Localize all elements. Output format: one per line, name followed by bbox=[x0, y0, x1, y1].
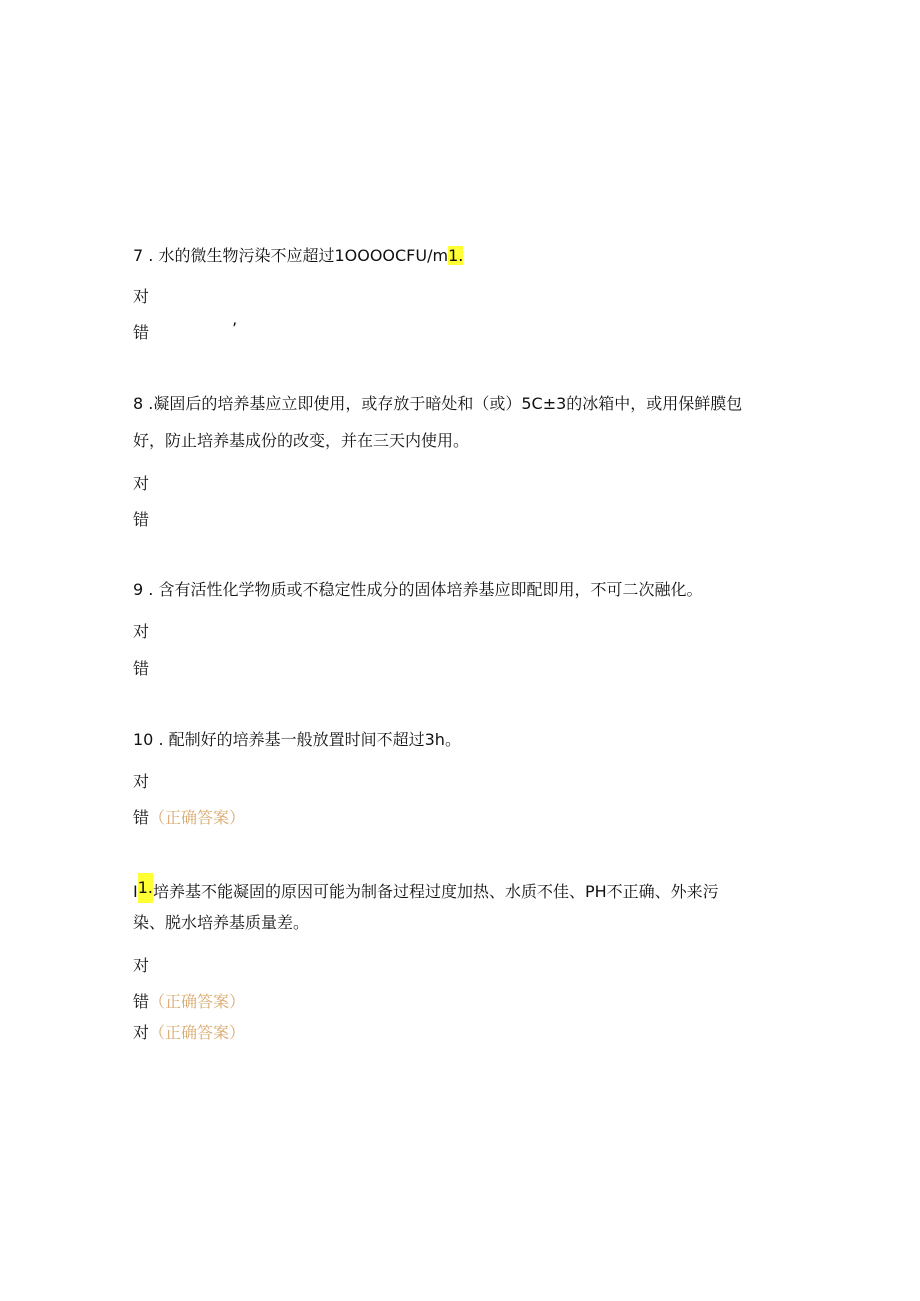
question-11-text-line2 bbox=[133, 912, 309, 934]
question-9-text bbox=[133, 579, 702, 601]
option-true[interactable] bbox=[133, 1022, 245, 1044]
option-label: 错 bbox=[133, 992, 150, 1011]
option-label: 错 bbox=[133, 323, 150, 342]
option-label: 错 bbox=[133, 659, 150, 678]
option-true[interactable] bbox=[133, 473, 149, 495]
question-body: . 水的微生物污染不应超过1OOOOCFU/m bbox=[143, 246, 449, 265]
question-11-text bbox=[133, 873, 719, 903]
option-label: 错 bbox=[133, 510, 150, 529]
question-number: 7 bbox=[133, 246, 144, 265]
question-8-text bbox=[133, 393, 742, 415]
correct-answer-note: （正确答案） bbox=[149, 1023, 246, 1042]
option-true[interactable] bbox=[133, 286, 149, 308]
option-false[interactable] bbox=[133, 658, 149, 680]
question-number: 8 bbox=[133, 394, 144, 413]
option-true[interactable] bbox=[133, 771, 149, 793]
question-number: I bbox=[133, 882, 138, 901]
highlighted-text: 1. bbox=[448, 246, 464, 265]
option-label: 对 bbox=[133, 287, 150, 306]
stray-mark: ’ bbox=[232, 319, 238, 338]
correct-answer-note: （正确答案） bbox=[149, 808, 246, 827]
question-body: .凝固后的培养基应立即使用，或存放于暗处和（或）5C±3的冰箱中，或用保鲜膜包 bbox=[143, 394, 743, 413]
option-false[interactable] bbox=[133, 509, 149, 531]
correct-answer-note: （正确答案） bbox=[149, 992, 246, 1011]
option-false[interactable] bbox=[133, 991, 245, 1013]
question-number: 9 bbox=[133, 580, 144, 599]
question-body: 培养基不能凝固的原因可能为制备过程过度加热、水质不佳、PH不正确、外来污 bbox=[152, 882, 719, 901]
option-label: 对 bbox=[133, 622, 150, 641]
option-label: 对 bbox=[133, 772, 150, 791]
question-body: . 配制好的培养基一般放置时间不超过3h。 bbox=[153, 730, 461, 749]
option-true[interactable] bbox=[133, 621, 149, 643]
question-7-text bbox=[133, 245, 463, 267]
option-label: 对 bbox=[133, 474, 150, 493]
highlighted-text: 1. bbox=[138, 873, 153, 903]
question-8-text-line2 bbox=[133, 430, 469, 452]
option-true[interactable] bbox=[133, 955, 149, 977]
question-body: 染、脱水培养基质量差。 bbox=[133, 913, 310, 932]
question-body: . 含有活性化学物质或不稳定性成分的固体培养基应即配即用，不可二次融化。 bbox=[143, 580, 703, 599]
question-10-text bbox=[133, 729, 461, 751]
question-body: 好，防止培养基成份的改变，并在三天内使用。 bbox=[133, 431, 470, 450]
option-false[interactable] bbox=[133, 807, 245, 829]
option-label: 对 bbox=[133, 956, 150, 975]
option-false[interactable] bbox=[133, 322, 149, 344]
question-number: 10 bbox=[133, 730, 154, 749]
option-label: 错 bbox=[133, 808, 150, 827]
option-label: 对 bbox=[133, 1023, 150, 1042]
